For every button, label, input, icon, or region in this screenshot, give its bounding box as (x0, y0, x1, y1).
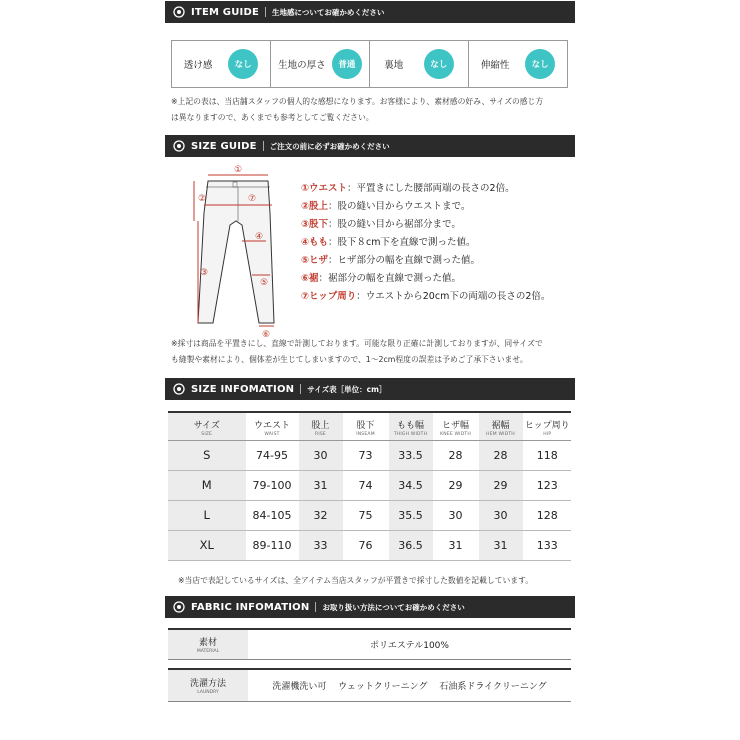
definition-row: ①ウエスト ：平置きにした腰部両端の長さの2倍。 (301, 183, 515, 194)
guide-item-thickness (271, 41, 370, 87)
section-title: FABRIC INFOMATION (191, 601, 310, 613)
size-guide-header (165, 135, 575, 157)
column-header: 股下 INSEAM (343, 412, 388, 440)
laundry-label: 洗濯方法 LAUNDRY (168, 670, 248, 701)
column-header: 裾幅 HEM WIDTH (478, 412, 523, 440)
guide-badge: なし (525, 49, 555, 79)
guide-item-lining (370, 41, 469, 87)
material-value: ポリエステル100% (370, 641, 449, 651)
marker-1: ① (233, 165, 243, 175)
definition-row: ⑥裾 ：裾部分の幅を直線で測った値。 (301, 273, 462, 284)
marker-3: ③ (199, 268, 209, 278)
marker-2: ② (197, 194, 207, 204)
material-label: 素材 MATERIAL (168, 630, 248, 659)
fabric-material-row (168, 628, 571, 660)
fabric-info-header (165, 596, 575, 618)
section-subtitle: ご注文の前に必ずお確かめください (269, 141, 390, 151)
camera-icon (173, 6, 185, 18)
guide-label: 透け感 (183, 60, 213, 71)
definition-row: ⑦ヒップ周り ：ウエストから20cm下の両端の長さの2倍。 (301, 291, 551, 302)
table-row: M 79-100 31 74 34.5 29 29 123 (168, 470, 571, 500)
marker-4: ④ (254, 232, 264, 242)
guide-label: 伸縮性 (480, 60, 510, 71)
fabric-laundry-row (168, 668, 571, 702)
definition-row: ②股上 ：股の縫い目からウエストまで。 (301, 201, 471, 212)
laundry-value: 洗濯機洗い可 ウェットクリーニング 石油系ドライクリーニング (272, 682, 547, 692)
column-header: ヒップ周り HIP (523, 412, 571, 440)
section-subtitle: 生地感についてお確かめください (272, 7, 385, 17)
guide-item-transparency (172, 41, 271, 87)
guide-item-stretch (469, 41, 567, 87)
section-title: ITEM GUIDE (191, 6, 259, 18)
pants-diagram (186, 163, 286, 338)
table-row: L 84-105 32 75 35.5 30 30 128 (168, 500, 571, 530)
column-header: 股上 RISE (298, 412, 343, 440)
camera-icon (173, 601, 185, 613)
size-info-header (165, 378, 575, 400)
table-header-row (168, 412, 571, 440)
section-title: SIZE INFOMATION (191, 383, 295, 395)
section-subtitle: サイズ表［単位：cm］ (307, 384, 387, 394)
size-info-note: ※当店で表記しているサイズは、全アイテム当店スタッフが平置きで採寸した数値を記載しています。 (178, 576, 534, 585)
column-header: もも幅 THIGH WIDTH (388, 412, 433, 440)
column-header: サイズ SIZE (168, 412, 246, 440)
column-header: ヒザ幅 KNEE WIDTH (433, 412, 478, 440)
size-table (168, 411, 571, 561)
definition-row: ⑤ヒザ ：ヒザ部分の幅を直線で測った値。 (301, 255, 481, 266)
section-title: SIZE GUIDE (191, 140, 257, 152)
guide-label: 生地の厚さ (278, 60, 326, 71)
column-header: ウエスト WAIST (246, 412, 298, 440)
guide-badge: なし (424, 49, 454, 79)
definition-row: ④もも ：股下８cm下を直線で測った値。 (301, 237, 476, 248)
marker-6: ⑥ (261, 330, 271, 338)
table-row: S 74-95 30 73 33.5 28 28 118 (168, 440, 571, 470)
marker-7: ⑦ (247, 194, 257, 204)
item-guide-note: ※上記の表は、当店舗スタッフの個人的な感想になります。お客様により、素材感の好み、サイズの感じ方 は異なりますので、あくまでも参考としてご覧ください。 (171, 97, 544, 122)
section-subtitle: お取り扱い方法についてお確かめください (322, 602, 465, 612)
camera-icon (173, 383, 185, 395)
size-definitions (301, 178, 550, 304)
guide-badge: 普通 (332, 49, 362, 79)
definition-row: ③股下 ：股の縫い目から裾部分まで。 (301, 219, 461, 230)
item-guide-header (165, 1, 575, 23)
marker-5: ⑤ (259, 278, 269, 288)
item-guide-box (171, 40, 568, 88)
guide-label: 裏地 (384, 60, 404, 71)
table-row: XL 89-110 33 76 36.5 31 31 133 (168, 530, 571, 560)
camera-icon (173, 140, 185, 152)
guide-badge: なし (228, 49, 258, 79)
size-guide-note: ※採寸は商品を平置きにし、直線で計測しております。可能な限り正確に計測しておりますが、同サイズで も縫製や素材により、個体差が生じてしまいますので、1〜2cm程度の誤差は予めご了承下さいませ。 (171, 339, 543, 364)
